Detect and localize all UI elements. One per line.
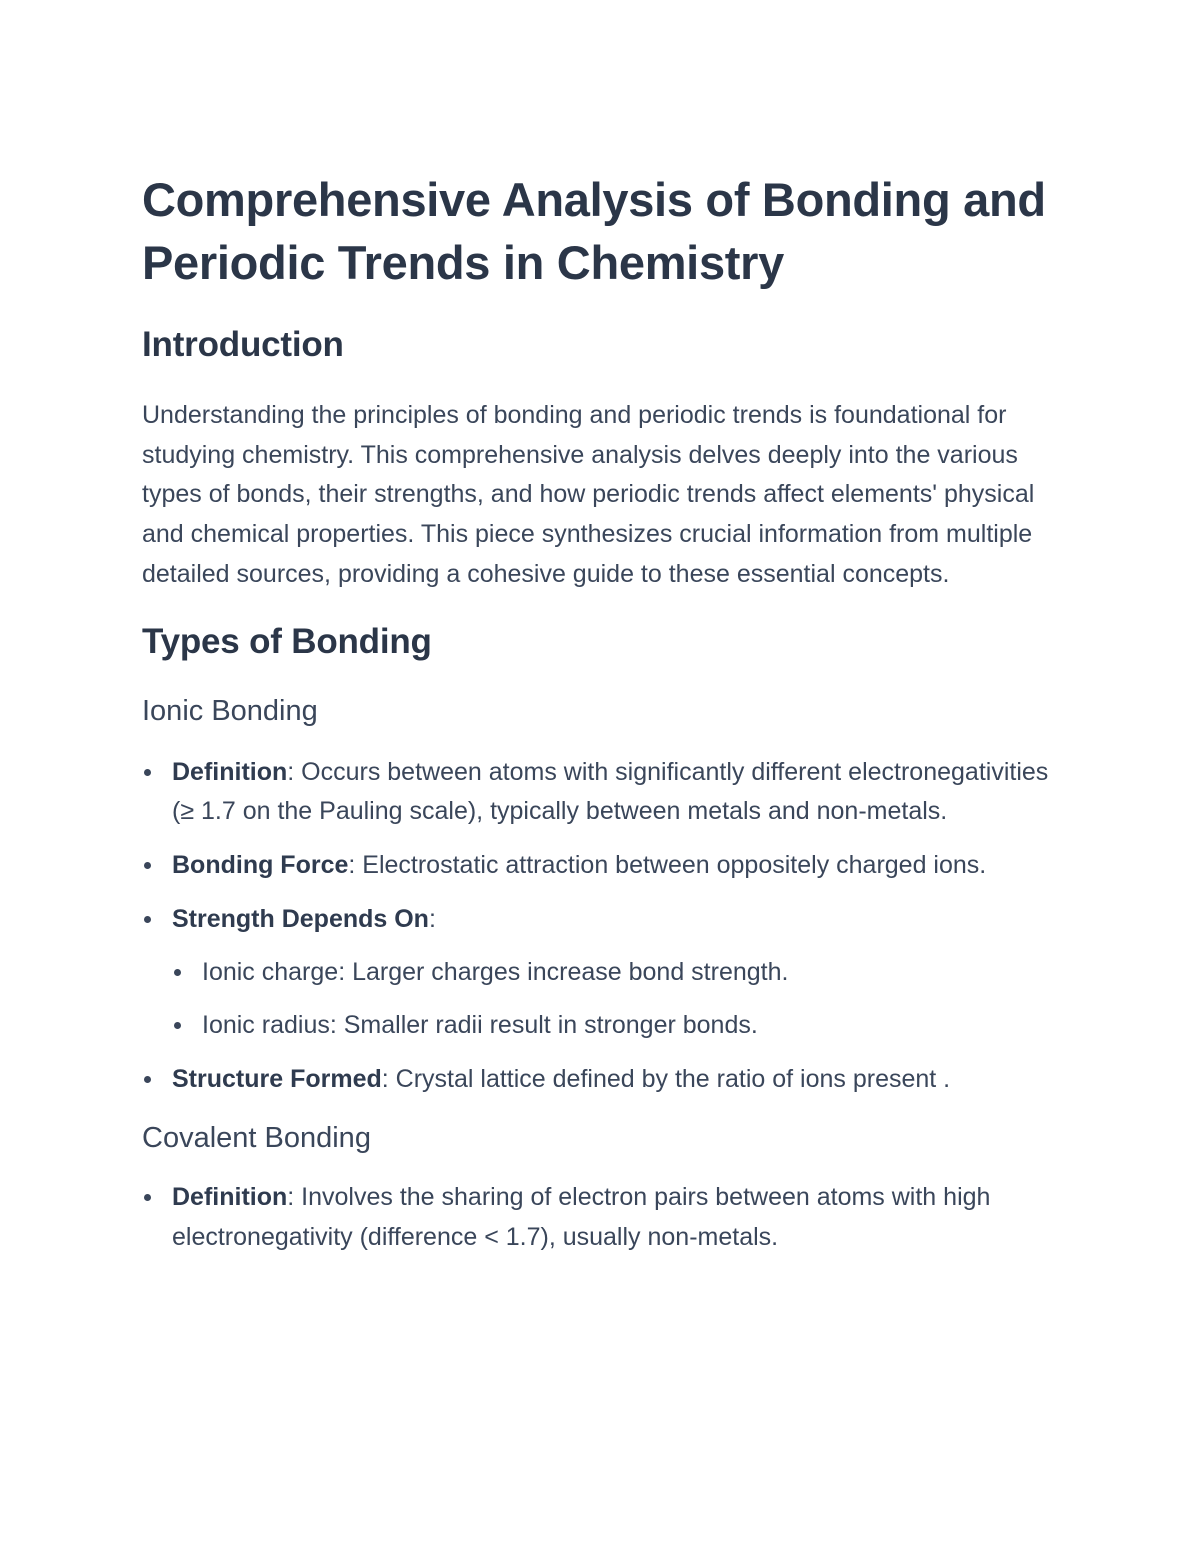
ionic-force-text: : Electrostatic attraction between oppositely charged ions. [348, 850, 987, 879]
list-item-covalent-definition [142, 1178, 1062, 1257]
ionic-definition-term: Definition [172, 757, 288, 786]
list-item-ionic-charge: Ionic charge: Larger charges increase bond strength. [172, 953, 1062, 993]
ionic-definition-text: : Occurs between atoms with significantly different electronegativities (≥ 1.7 on the Pauling scale), typically between metals and non-metals. [172, 757, 1049, 826]
covalent-definition-text: : Involves the sharing of electron pairs between atoms with high electronegativity (difference < 1.7), usually non-metals. [172, 1183, 991, 1252]
ionic-structure-term: Structure Formed [172, 1064, 382, 1093]
ionic-strength-text: : [428, 904, 436, 933]
ionic-strength-term: Strength Depends On [172, 904, 429, 933]
list-item-ionic-definition [142, 753, 1062, 832]
list-item-ionic-strength [142, 900, 1062, 1046]
covalent-bonding-heading: Covalent Bonding [142, 1122, 371, 1155]
introduction-heading: Introduction [142, 325, 344, 364]
ionic-strength-sublist [172, 953, 1062, 1045]
document-title: Comprehensive Analysis of Bonding and Periodic Trends in Chemistry [142, 173, 1046, 289]
ionic-bonding-list [142, 753, 1062, 1100]
ionic-structure-text: : Crystal lattice defined by the ratio of ions present . [381, 1064, 951, 1093]
types-of-bonding-heading: Types of Bonding [142, 621, 432, 661]
list-item-ionic-structure [142, 1060, 1062, 1100]
list-item-ionic-force [142, 846, 1062, 886]
ionic-bonding-heading: Ionic Bonding [142, 694, 318, 727]
list-item-ionic-radius: Ionic radius: Smaller radii result in stronger bonds. [172, 1006, 1062, 1046]
introduction-paragraph: Understanding the principles of bonding and periodic trends is foundational for studying chemistry. This comprehensive analysis delves deeply into the various types of bonds, their strengths, and how periodic trends affect elements' physical and chemical properties. This piece synthesizes crucial information from multiple detailed sources, providing a cohesive guide to these essential concepts. [142, 401, 1035, 588]
covalent-definition-term: Definition [172, 1183, 288, 1212]
covalent-bonding-list [142, 1178, 1062, 1257]
ionic-force-term: Bonding Force [172, 850, 349, 879]
document-page [142, 168, 1062, 1258]
